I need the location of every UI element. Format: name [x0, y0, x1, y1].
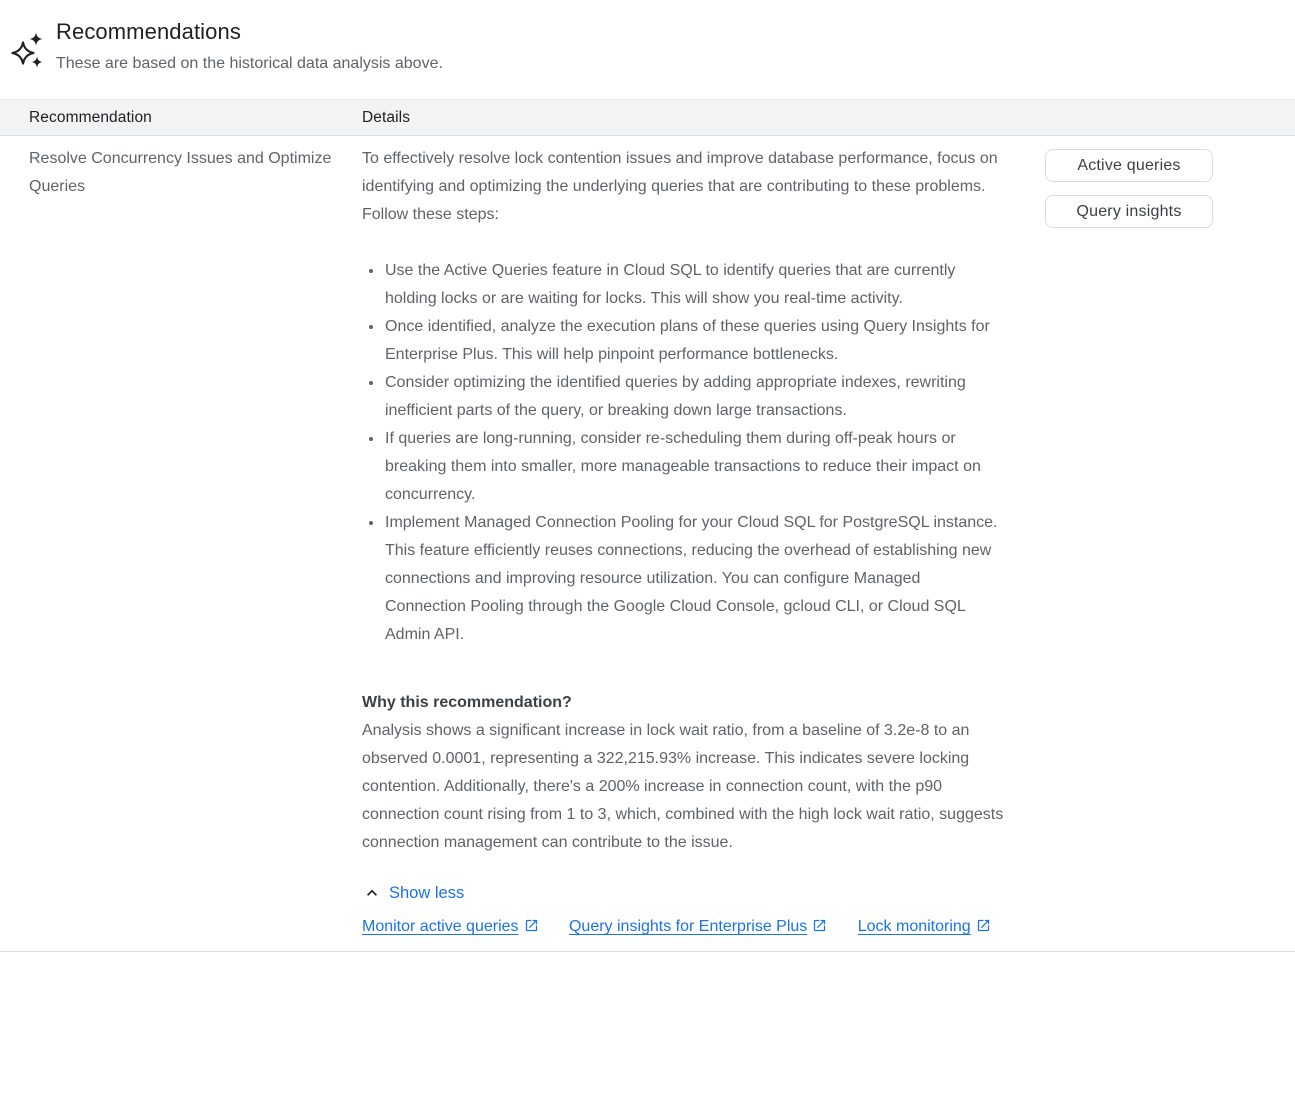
link-lock-monitoring[interactable] [858, 918, 991, 935]
gemini-sparkle-icon [8, 25, 46, 71]
link-query-insights-enterprise-plus[interactable] [569, 918, 832, 935]
list-item: • Once identified, analyze the execution plans of these queries using Query Insights for Enterprise Plus. This will help pinpoint performance bottlenecks. [384, 313, 1005, 369]
list-item: • If queries are long-running, consider re-scheduling them during off-peak hours or breaking them into smaller, more manageable transactions to reduce their impact on concurrency. [384, 425, 1005, 509]
recommendation-title-cell: Resolve Concurrency Issues and Optimize Queries [29, 150, 332, 195]
why-recommendation-block [362, 689, 1005, 857]
details-cell [362, 136, 1015, 941]
link-monitor-active-queries[interactable] [362, 918, 543, 935]
why-recommendation-text: Analysis shows a significant increase in lock wait ratio, from a baseline of 3.2e-8 to an observed 0.0001, representing a 322,215.93% increase. This indicates severe locking contention. Additionally, there's a 200% increase in connection count, with the p90 connection count rising from 1 to 3, which, combined with the high lock wait ratio, suggests connection management can contribute to the issue. [362, 722, 1004, 851]
column-header-recommendation: Recommendation [29, 108, 152, 126]
header-text [56, 17, 443, 76]
recommendations-table [0, 99, 1295, 952]
link-label: Monitor active queries [362, 918, 519, 935]
why-recommendation-heading: Why this recommendation? [362, 694, 572, 711]
list-item: • Use the Active Queries feature in Cloud SQL to identify queries that are currently holding locks or are waiting for locks. This will show you real-time activity. [384, 257, 1005, 313]
chevron-up-icon [362, 883, 382, 903]
show-less-button[interactable] [362, 883, 464, 903]
link-label: Lock monitoring [857, 918, 971, 935]
list-item: • Consider optimizing the identified queries by adding appropriate indexes, rewriting inefficient parts of the query, or breaking down large transactions. [384, 369, 1005, 425]
list-item: • Implement Managed Connection Pooling for your Cloud SQL for PostgreSQL instance. This feature efficiently reuses connections, reducing the overhead of establishing new connections and improving resource utilization. You can configure Managed Connection Pooling through the Google Cloud Console, gcloud CLI, or Cloud SQL Admin API. [384, 509, 1005, 649]
table-header-row [0, 99, 1295, 136]
page-title: Recommendations [56, 19, 241, 44]
details-intro: To effectively resolve lock contention issues and improve database performance, focus on identifying and optimizing the underlying queries that are contributing to these problems. Follow these steps: [362, 150, 998, 223]
show-less-label: Show less [389, 883, 465, 902]
open-in-new-icon [971, 918, 991, 935]
table-row [0, 136, 1295, 952]
panel-header [0, 0, 1295, 76]
query-insights-chip[interactable]: Query insights [1045, 195, 1213, 228]
page-subtitle: These are based on the historical data analysis above. [56, 55, 443, 72]
actions-cell [1015, 136, 1295, 941]
active-queries-chip[interactable]: Active queries [1045, 149, 1213, 182]
link-label: Query insights for Enterprise Plus [568, 918, 808, 935]
open-in-new-icon [807, 918, 827, 935]
column-header-details: Details [362, 108, 411, 126]
details-bullet-list [362, 257, 1005, 649]
documentation-links [362, 912, 1005, 941]
open-in-new-icon [519, 918, 539, 935]
